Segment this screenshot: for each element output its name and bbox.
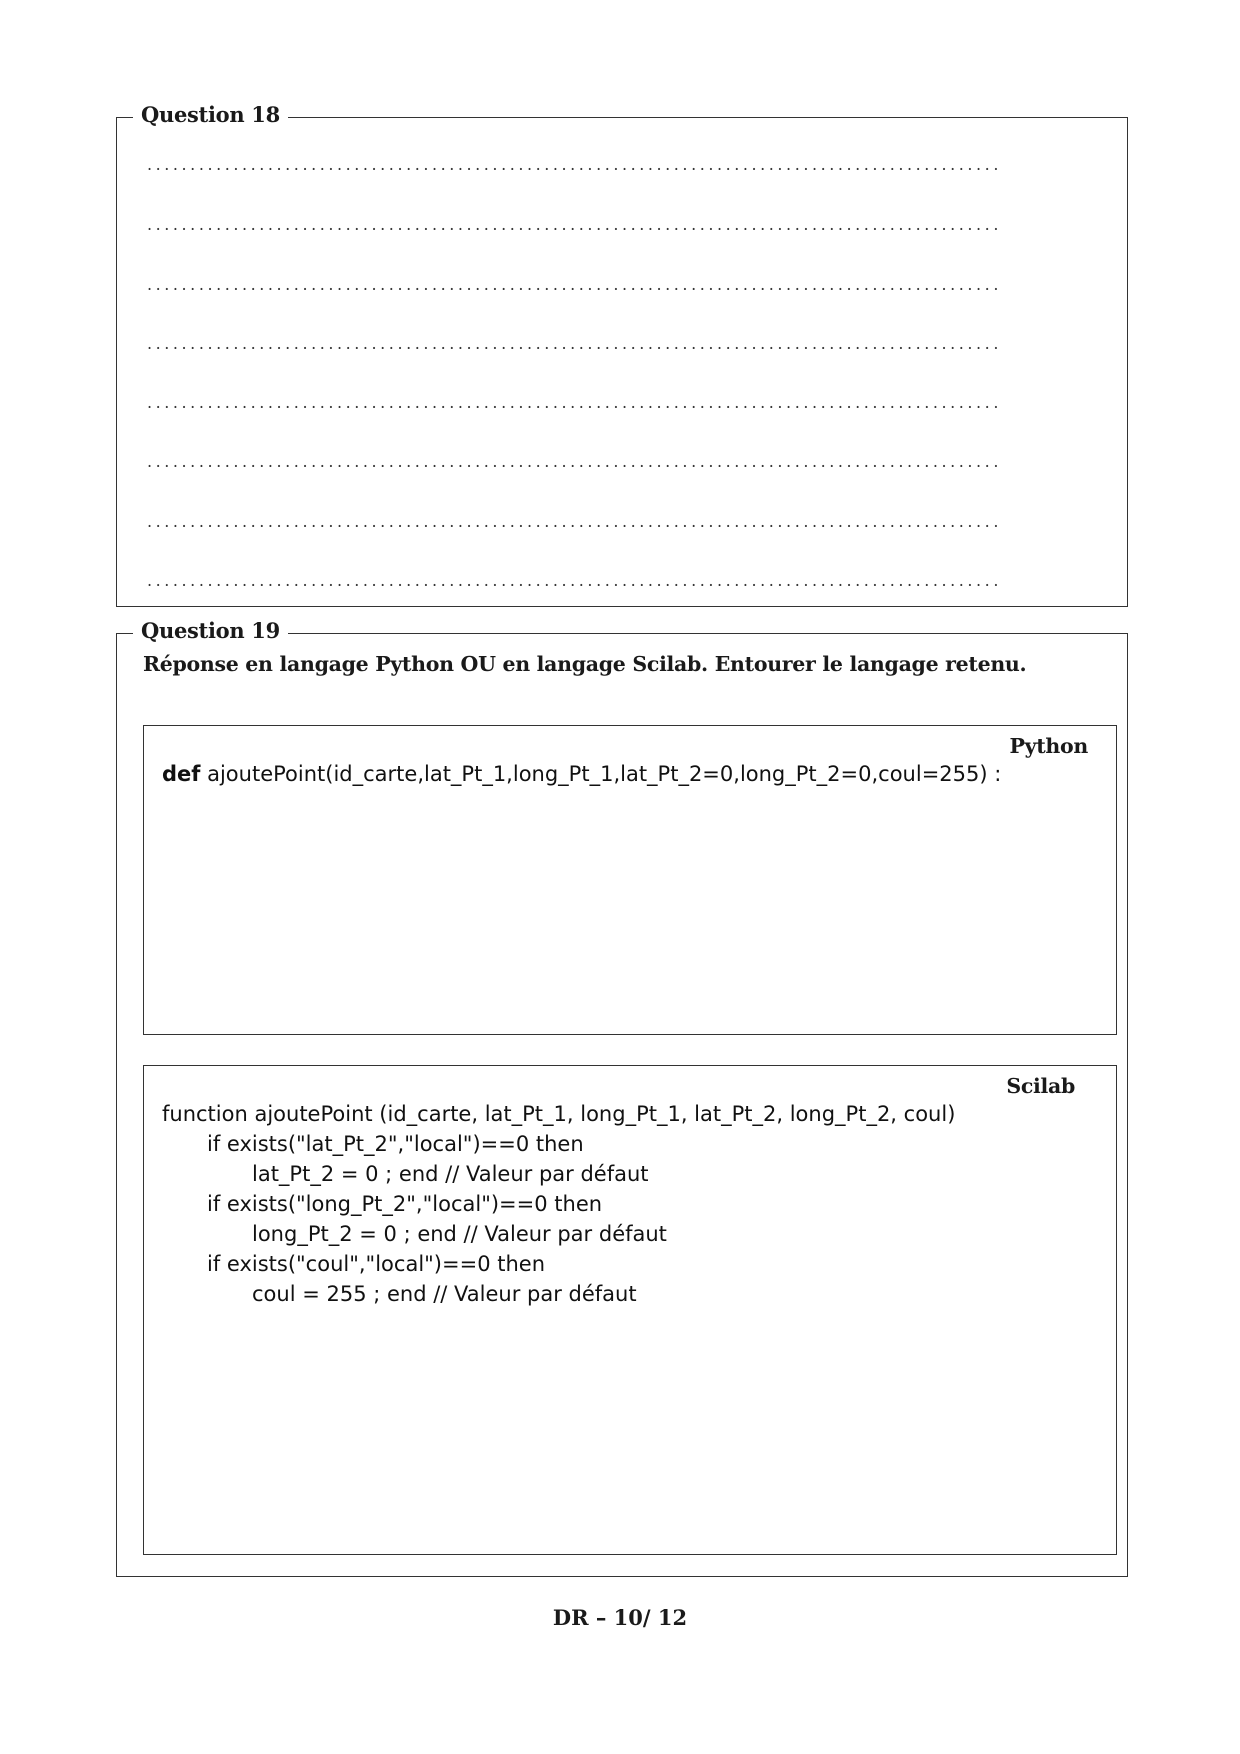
- python-language-label[interactable]: Python: [1009, 734, 1088, 758]
- answer-line-1[interactable]: ...................................................................................................: [147, 159, 1002, 171]
- answer-line-8[interactable]: ...................................................................................................: [147, 575, 1002, 587]
- python-function-signature: ajoutePoint(id_carte,lat_Pt_1,long_Pt_1,lat_Pt_2=0,long_Pt_2=0,coul=255) :: [200, 762, 1002, 786]
- answer-line-6[interactable]: ...................................................................................................: [147, 456, 1002, 468]
- answer-line-5[interactable]: ...................................................................................................: [147, 397, 1002, 409]
- scilab-answer-box[interactable]: [143, 1065, 1117, 1555]
- python-code-line: [162, 762, 1001, 786]
- answer-line-4[interactable]: ...................................................................................................: [147, 338, 1002, 350]
- scilab-language-label[interactable]: Scilab: [1006, 1074, 1075, 1098]
- scilab-code-line-3: lat_Pt_2 = 0 ; end // Valeur par défaut: [252, 1162, 649, 1186]
- question-18-box: [116, 102, 1128, 607]
- scilab-code-line-2: if exists("lat_Pt_2","local")==0 then: [207, 1132, 584, 1156]
- answer-line-7[interactable]: ...................................................................................................: [147, 516, 1002, 528]
- scilab-code-line-5: long_Pt_2 = 0 ; end // Valeur par défaut: [252, 1222, 667, 1246]
- question-18-title: Question 18: [133, 102, 288, 127]
- scilab-code-line-1: function ajoutePoint (id_carte, lat_Pt_1, long_Pt_1, lat_Pt_2, long_Pt_2, coul): [162, 1102, 956, 1126]
- question-19-instruction: Réponse en langage Python OU en langage Scilab. Entourer le langage retenu.: [143, 652, 1027, 676]
- scilab-code-line-6: if exists("coul","local")==0 then: [207, 1252, 545, 1276]
- scilab-code-line-4: if exists("long_Pt_2","local")==0 then: [207, 1192, 603, 1216]
- answer-line-2[interactable]: ...................................................................................................: [147, 219, 1002, 231]
- page-footer: DR – 10/ 12: [552, 1605, 688, 1630]
- python-answer-box[interactable]: [143, 725, 1117, 1035]
- answer-line-3[interactable]: ...................................................................................................: [147, 279, 1002, 291]
- python-def-keyword: def: [162, 762, 201, 786]
- scilab-code-line-7: coul = 255 ; end // Valeur par défaut: [252, 1282, 637, 1306]
- question-19-title: Question 19: [133, 618, 288, 643]
- question-19-box: [116, 618, 1128, 1577]
